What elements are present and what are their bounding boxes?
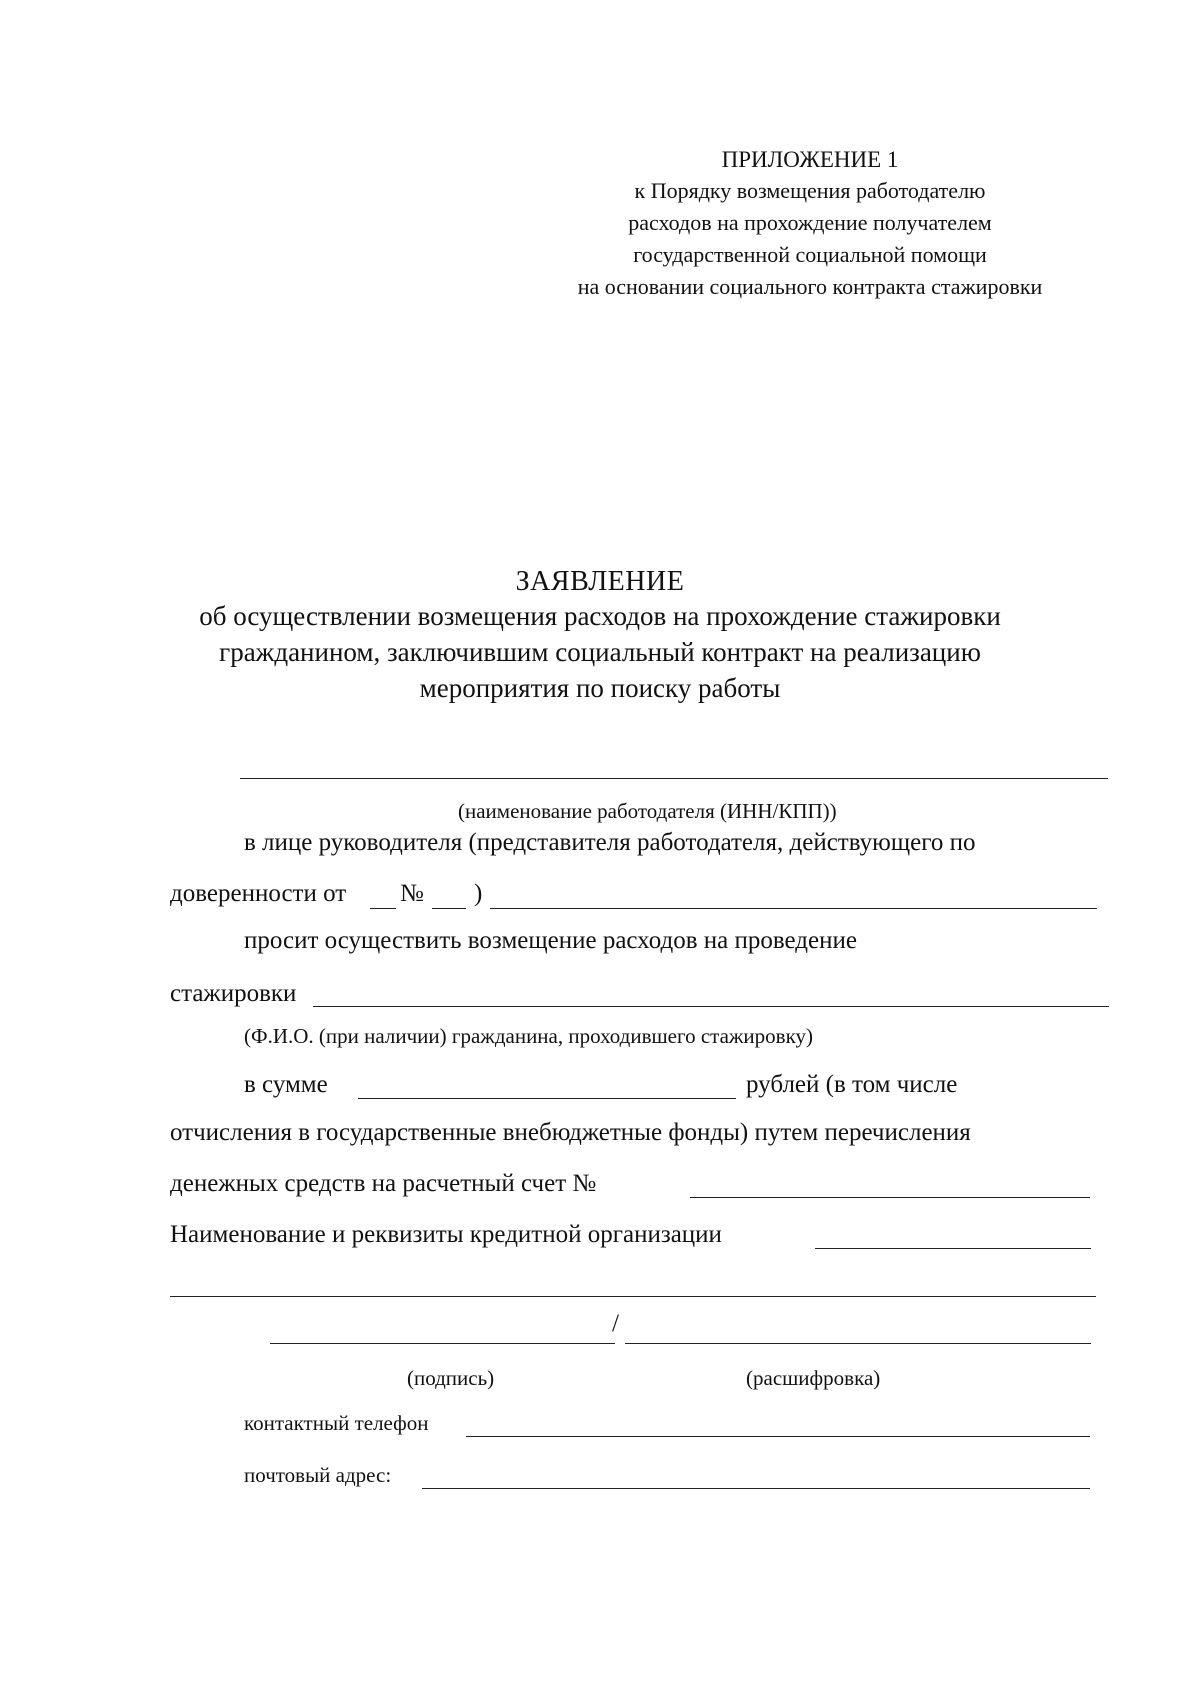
attorney-number-field[interactable] [432, 908, 466, 909]
internship-label: стажировки [170, 980, 297, 1007]
bank-details-field-continued[interactable] [170, 1296, 1096, 1297]
address-field[interactable] [422, 1488, 1090, 1489]
document-subtitle-line: гражданином, заключившим социальный контракт на реализацию [219, 637, 981, 667]
deductions-text: отчисления в государственные внебюджетные фонды) путем перечисления [170, 1119, 971, 1146]
document-title: ЗАЯВЛЕНИЕ [515, 566, 685, 597]
request-text: просит осуществить возмещение расходов на проведение [244, 927, 857, 954]
citizen-caption: (Ф.И.О. (при наличии) гражданина, проходившего стажировку) [244, 1024, 813, 1048]
representative-name-field[interactable] [490, 908, 1097, 909]
signature-caption: (подпись) [407, 1366, 495, 1390]
account-label: денежных средств на расчетный счет № [170, 1170, 597, 1197]
document-subtitle-line: мероприятия по поиску работы [419, 673, 781, 703]
attorney-close-paren: ) [474, 880, 483, 907]
representative-text: в лице руководителя (представителя работодателя, действующего по [244, 829, 976, 856]
sum-field[interactable] [358, 1098, 736, 1099]
attorney-date-field[interactable] [370, 908, 396, 909]
citizen-name-field[interactable] [313, 1006, 1109, 1007]
phone-label: контактный телефон [244, 1411, 429, 1435]
signature-decoding-field[interactable] [625, 1343, 1091, 1344]
account-number-field[interactable] [690, 1197, 1090, 1198]
number-sign: № [400, 880, 424, 907]
power-of-attorney-label: доверенности от [170, 880, 347, 907]
address-label: почтовый адрес: [244, 1463, 392, 1487]
sum-label: в сумме [244, 1071, 328, 1098]
employer-name-field[interactable] [240, 778, 1108, 779]
appendix-line: расходов на прохождение получателем [628, 210, 992, 235]
bank-details-field[interactable] [815, 1248, 1091, 1249]
decoding-caption: (расшифровка) [746, 1366, 881, 1390]
employer-caption: (наименование работодателя (ИНН/КПП)) [458, 799, 837, 823]
signature-field[interactable] [270, 1343, 615, 1344]
sum-suffix: рублей (в том числе [746, 1071, 958, 1098]
appendix-line: государственной социальной помощи [633, 242, 987, 267]
phone-field[interactable] [466, 1436, 1090, 1437]
bank-label: Наименование и реквизиты кредитной организации [170, 1221, 722, 1248]
signature-separator: / [612, 1310, 619, 1337]
appendix-line: на основании социального контракта стажировки [577, 274, 1043, 299]
appendix-heading: ПРИЛОЖЕНИЕ 1 [721, 147, 899, 172]
appendix-line: к Порядку возмещения работодателю [634, 178, 986, 203]
document-subtitle-line: об осуществлении возмещения расходов на прохождение стажировки [199, 601, 1001, 631]
